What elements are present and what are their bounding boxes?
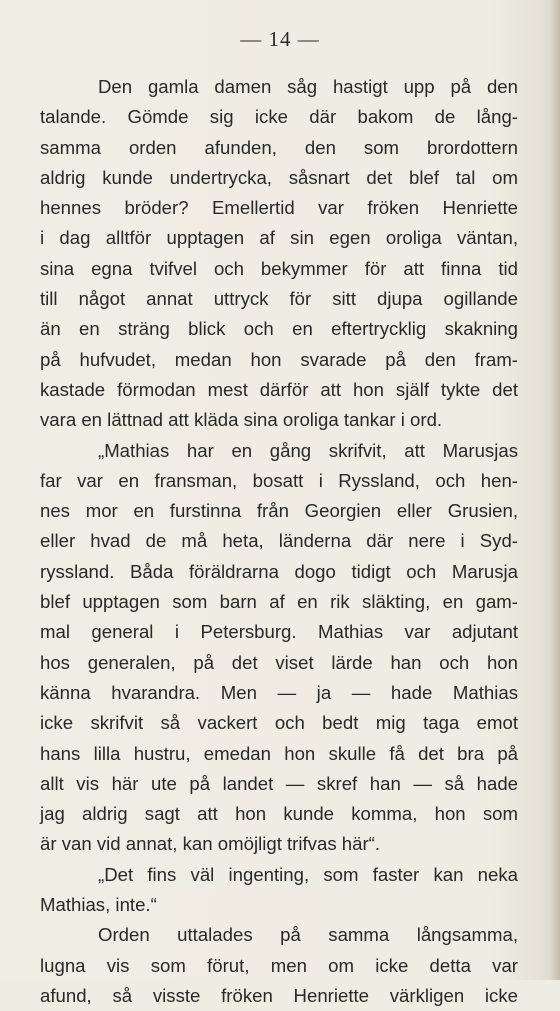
text-line: „Mathias har en gång skrifvit, att Marusjas: [98, 439, 518, 461]
page-edge-shadow: [550, 0, 560, 980]
text-line: afund, så visste fröken Henriette värkligen icke: [40, 984, 518, 1006]
text-line: nes mor en furstinna från Georgien eller Grusien,: [40, 500, 518, 522]
text-line: på hufvudet, medan hon svarade på den fram-: [40, 348, 518, 370]
text-line: kastade förmodan mest därför att hon själf tykte det: [40, 378, 518, 400]
text-line: än en sträng blick och en eftertrycklig skakning: [40, 318, 518, 340]
text-line: vara en lättnad att kläda sina oroliga tankar i ord.: [40, 409, 443, 431]
text-line: lugna vis som förut, men om icke detta var: [40, 954, 518, 976]
text-line: känna hvarandra. Men — ja — hade Mathias: [40, 681, 518, 703]
text-line: „Det fins väl ingenting, som faster kan neka: [98, 863, 518, 885]
text-line: hans lilla hustru, emedan hon skulle få det bra på: [40, 742, 518, 764]
text-line: till något annat uttryck för sitt djupa ogillande: [40, 288, 518, 310]
text-line: icke skrifvit så vackert och bedt mig taga emot: [40, 712, 518, 734]
text-line: Den gamla damen såg hastigt upp på den: [98, 76, 518, 97]
page-number: — 14 —: [240, 27, 320, 51]
text-line: allt vis här ute på landet — skref han — så hade: [40, 772, 518, 794]
text-line: samma orden afunden, den som brordottern: [40, 136, 518, 158]
text-line: mal general i Petersburg. Mathias var adjutant: [40, 621, 518, 643]
text-line: hos generalen, på det viset lärde han och hon: [40, 651, 518, 673]
text-line: aldrig kunde undertrycka, såsnart det blef tal om: [40, 166, 518, 188]
text-line: i dag alltför upptagen af sin egen oroliga väntan,: [40, 227, 518, 249]
text-line: Orden uttalades på samma långsamma,: [98, 924, 518, 946]
text-line: far var en fransman, bosatt i Ryssland, och hen-: [40, 469, 518, 491]
text-line: är van vid annat, kan omöjligt trifvas här“.: [40, 833, 381, 855]
text-line: Mathias, inte.“: [40, 894, 157, 916]
text-line: blef upptagen som barn af en rik släkting, en gam-: [40, 591, 518, 613]
text-line: eller hvad de må heta, länderna där nere i Syd-: [40, 530, 518, 552]
text-line: talande. Gömde sig icke där bakom de lång-: [40, 106, 518, 128]
text-line: jag aldrig sagt att hon kunde komma, hon som: [40, 803, 518, 825]
text-line: sina egna tvifvel och bekymmer för att finna tid: [40, 257, 518, 279]
text-line: ryssland. Båda föräldrarna dogo tidigt och Marusja: [40, 560, 518, 582]
body-text: [40, 72, 518, 1011]
text-line: hennes bröder? Emellertid var fröken Henriette: [40, 197, 518, 219]
